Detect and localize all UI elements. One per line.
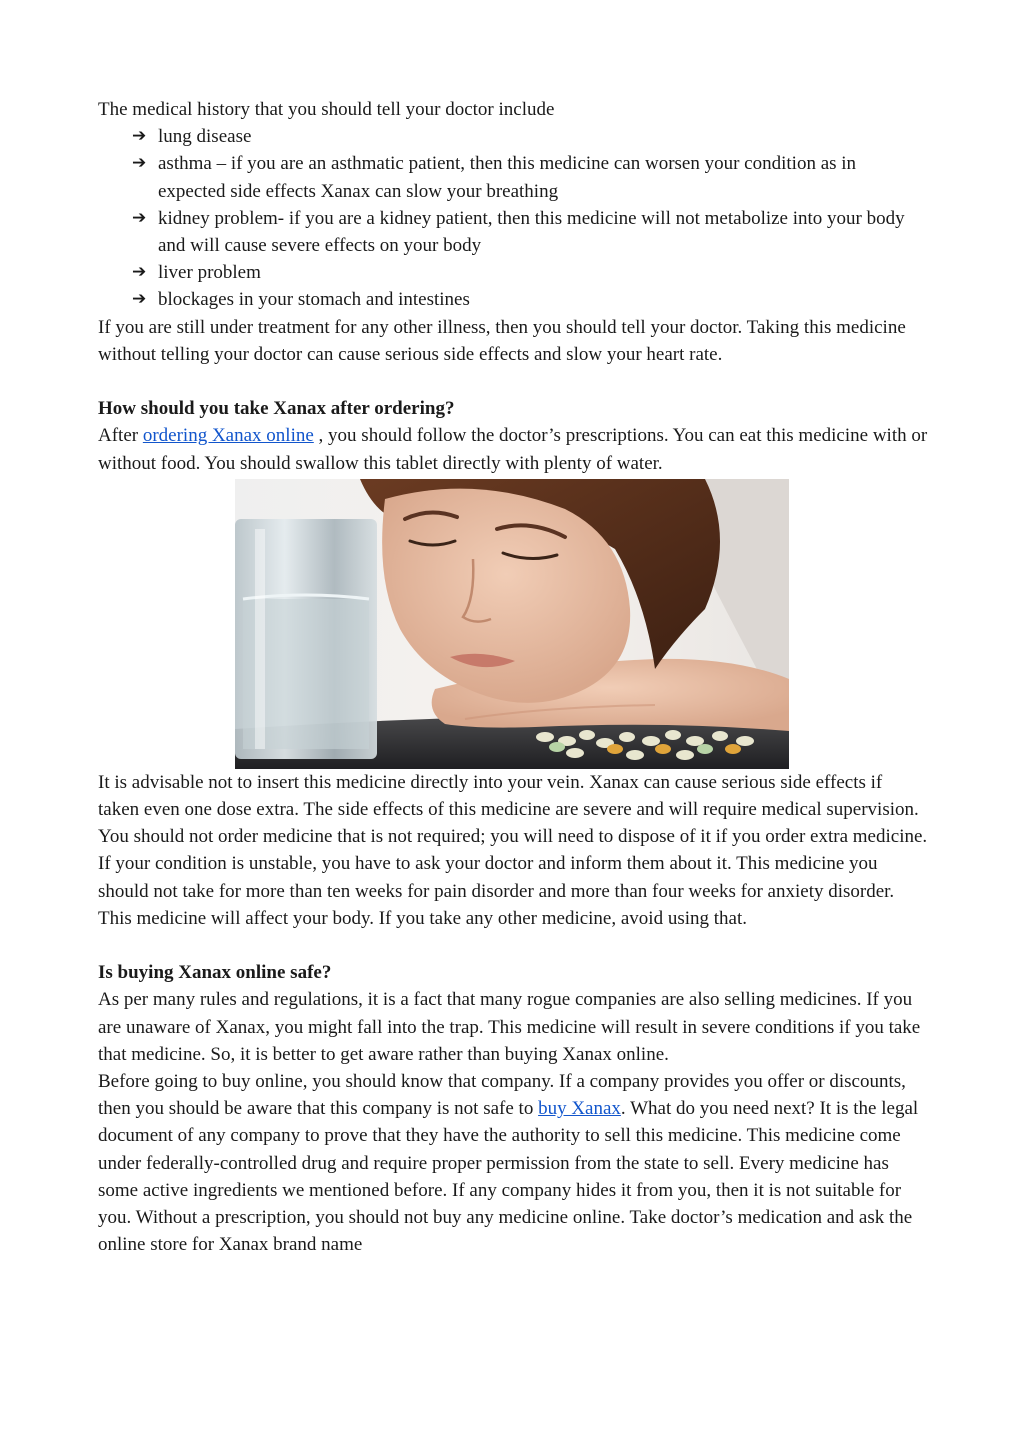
paragraph-text: Before going to buy online, you should know that company. If a company provides you offer or discounts, then you should be aware that this company is not safe to: [98, 1071, 906, 1120]
paragraph-text: After: [98, 425, 143, 447]
arrow-right-icon: ➔: [132, 289, 147, 310]
paragraph-text: . What do you need next? It is the legal document of any company to prove that they have the authority to sell this medicine. This medicine come under federally-controlled drug and require proper permission from the state to sell. Every medicine has some active ingredients we mentioned before. If any company hides it from you, then it is not suitable for you. Without a prescription, you should not buy any medicine online. Take doctor’s medication and ask the online store for Xanax brand name: [98, 1098, 919, 1256]
list-item-text: liver problem: [158, 262, 261, 284]
spacer: [98, 932, 928, 959]
vein-warning-paragraph: It is advisable not to insert this medicine directly into your vein. Xanax can cause serious side effects if taken even one dose extra. The side effects of this medicine are severe and will require medical supervision. You should not order medicine that is not required; you will need to dispose of it if you order extra medicine.: [98, 771, 928, 848]
spacer: [98, 368, 928, 395]
list-item-text: asthma – if you are an asthmatic patient, then this medicine can worsen your condition as in expected side effects Xanax can slow your breathing: [158, 153, 857, 202]
list-item: [98, 286, 928, 313]
list-item: [98, 205, 928, 259]
section-heading-is-buying-safe: Is buying Xanax online safe?: [98, 962, 332, 984]
buy-xanax-link[interactable]: buy Xanax: [538, 1098, 621, 1120]
rogue-companies-paragraph: As per many rules and regulations, it is a fact that many rogue companies are also selling medicines. If you are unaware of Xanax, you might fall into the trap. This medicine will result in severe conditions if you take that medicine. So, it is better to get aware rather than buying Xanax online.: [98, 989, 921, 1065]
section-heading-how-to-take: How should you take Xanax after ordering?: [98, 398, 455, 420]
how-to-take-paragraph: [98, 422, 928, 476]
history-intro: The medical history that you should tell your doctor include: [98, 99, 555, 120]
list-item: [98, 123, 928, 150]
ordering-xanax-online-link[interactable]: ordering Xanax online: [142, 425, 314, 447]
document-page: [98, 96, 928, 1258]
list-item: [98, 259, 928, 286]
before-buying-paragraph: [98, 1068, 928, 1258]
arrow-right-icon: ➔: [132, 262, 147, 283]
condition-paragraph: If your condition is unstable, you have to ask your doctor and inform them about it. This medicine you should not take for more than ten weeks for pain disorder and more than four weeks for anxiety disorder. This medicine will affect your body. If you take any other medicine, avoid using that.: [98, 853, 895, 929]
arrow-right-icon: ➔: [132, 153, 147, 174]
treatment-paragraph: If you are still under treatment for any other illness, then you should tell your doctor. Taking this medicine without telling your doctor can cause serious side effects and slow your heart rate.: [98, 316, 906, 365]
woman-with-pills-photo: [235, 479, 789, 769]
arrow-right-icon: ➔: [132, 207, 147, 228]
arrow-right-icon: ➔: [132, 126, 147, 147]
paragraph-text: , you should follow the doctor’s prescriptions. You can eat this medicine with or without food. You should swallow this tablet directly with plenty of water.: [98, 425, 928, 474]
list-item-text: kidney problem- if you are a kidney patient, then this medicine will not metabolize into your body and will cause severe effects on your body: [158, 207, 905, 257]
list-item: [98, 150, 928, 204]
list-item-text: blockages in your stomach and intestines: [158, 289, 470, 311]
history-list: [98, 123, 928, 313]
list-item-text: lung disease: [158, 126, 252, 148]
